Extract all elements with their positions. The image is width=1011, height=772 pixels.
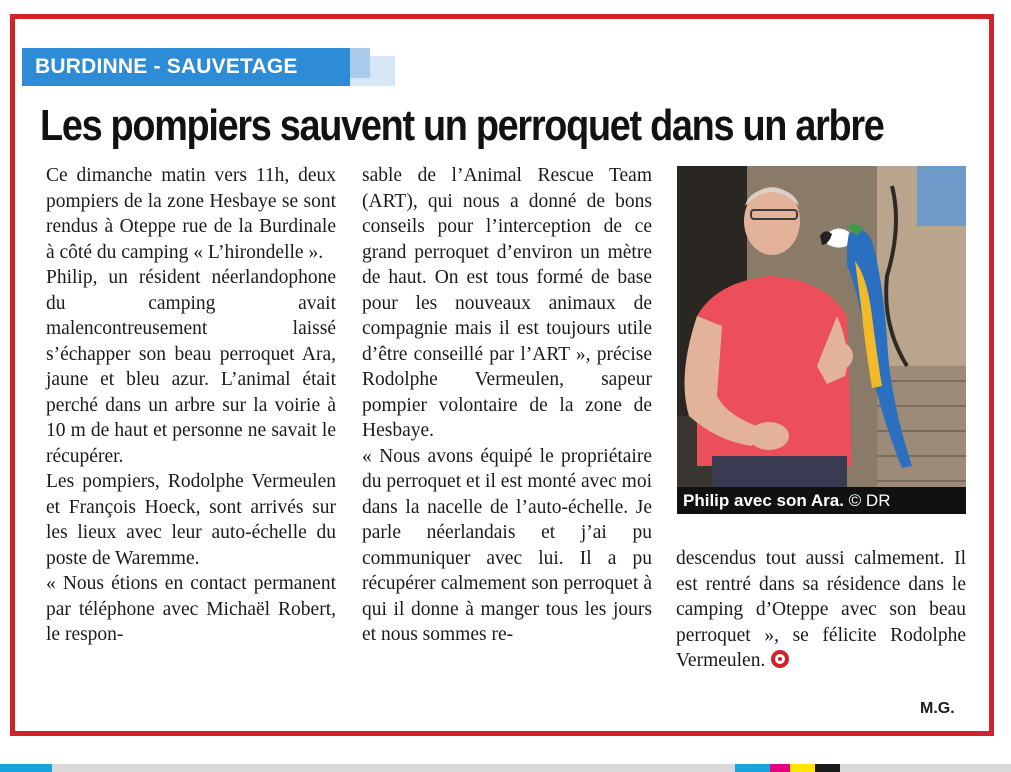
paragraph xyxy=(676,546,966,674)
headline: Les pompiers sauvent un perroquet dans un arbre xyxy=(40,101,884,150)
page-edge-bar xyxy=(0,764,1011,772)
paragraph: Philip, un résident néerlandophone du camping avait malencontreusement laissé s’échapper son beau perroquet Ara, jaune et bleu azur. L’animal était perché dans un arbre sur la voirie à 10 m de haut et personne ne savait le récupérer. xyxy=(46,267,336,467)
print-registration-mark xyxy=(790,764,815,772)
print-registration-mark xyxy=(735,764,770,772)
paragraph: sable de l’Animal Rescue Team (ART), qui nous a donné de bons conseils pour l’interception de ce grand perroquet d’environ un mètre de haut. On est tous formé de base pour les nouveaux animaux de compagnie mais il est toujours utile d’être conseillé par l’ART », précise Rodolphe Vermeulen, sapeur pompier volontaire de la zone de Hesbaye. xyxy=(362,165,652,441)
paragraph: Les pompiers, Rodolphe Vermeulen et François Hoeck, sont arrivés sur les lieux avec leur auto-échelle du poste de Waremme. xyxy=(46,471,336,569)
article-column-1 xyxy=(46,163,336,648)
article-column-2 xyxy=(362,163,652,648)
article-column-3 xyxy=(676,546,966,674)
paragraph-text: descendus tout aussi calmement. Il est rentré dans sa résidence dans le camping d’Oteppe avec son beau perroquet », se félicite Rodolphe Vermeulen. xyxy=(676,548,966,671)
print-registration-mark xyxy=(815,764,840,772)
photo-illustration xyxy=(677,166,966,514)
article-photo xyxy=(677,166,966,514)
section-kicker xyxy=(22,48,382,86)
print-registration-mark xyxy=(770,764,790,772)
author-signature: M.G. xyxy=(920,700,955,717)
paragraph: « Nous étions en contact permanent par téléphone avec Michaël Robert, le respon- xyxy=(46,573,336,645)
kicker-label: BURDINNE - SAUVETAGE xyxy=(22,48,350,86)
print-registration-mark xyxy=(0,764,52,772)
photo-caption xyxy=(677,487,966,514)
photo-credit: © DR xyxy=(848,491,891,510)
caption-text: Philip avec son Ara. xyxy=(683,491,844,510)
paragraph: Ce dimanche matin vers 11h, deux pompiers de la zone Hesbaye se sont rendus à Oteppe rue de la Burdinale à côté du camping « L’hirondelle ». xyxy=(46,165,336,263)
end-of-article-icon xyxy=(771,650,789,668)
paragraph: « Nous avons équipé le propriétaire du perroquet et il est monté avec moi dans la nacelle de l’auto-échelle. Je parle néerlandais et j’ai pu communiquer avec lui. Il a pu récupérer calmement son perroquet à qui il donne à manger tous les jours et nous sommes re- xyxy=(362,445,652,645)
